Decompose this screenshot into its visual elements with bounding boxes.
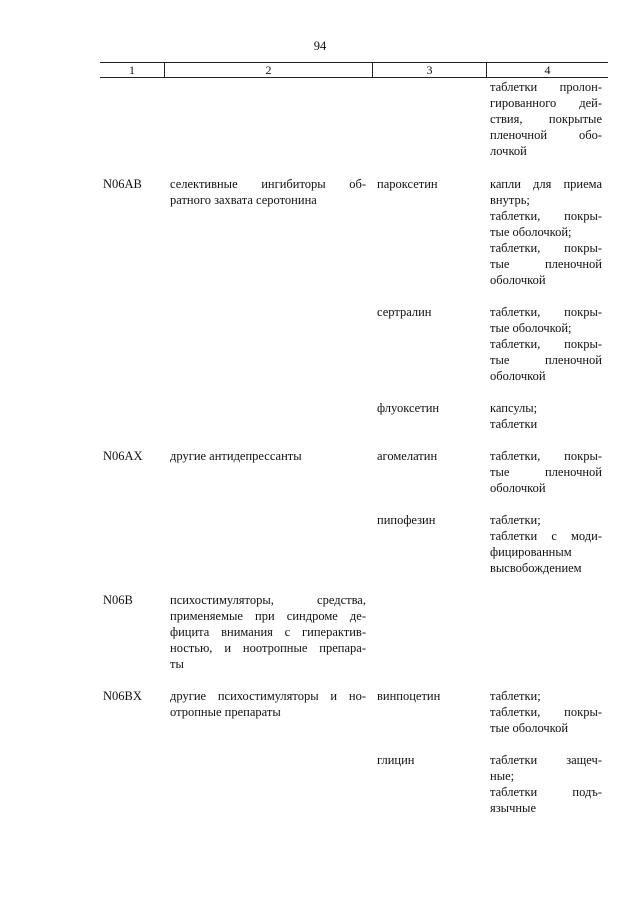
group-line: другие психостимуляторы и но-: [170, 689, 366, 703]
drug-name: винпоцетин: [377, 689, 441, 703]
dosage-form-line: тые пленочной: [490, 353, 602, 367]
dosage-form-line: таблетки;: [490, 513, 541, 527]
dosage-form-line: тые оболочкой;: [490, 225, 572, 239]
dosage-form-line: лочкой: [490, 144, 527, 158]
drug-name: флуоксетин: [377, 401, 440, 415]
dosage-form-line: таблетки, покры-: [490, 337, 602, 351]
atc-group-name: [170, 592, 366, 672]
dosage-form-line: внутрь;: [490, 193, 530, 207]
group-line: селективные ингибиторы об-: [170, 177, 366, 191]
dosage-form-line: таблетки подъ-: [490, 785, 602, 799]
drug-name: пипофезин: [377, 513, 436, 527]
group-line: применяемые при синдроме де-: [170, 609, 366, 623]
page-number: 94: [313, 39, 327, 53]
dosage-forms: [490, 176, 602, 288]
dosage-form-line: капсулы;: [490, 401, 538, 415]
dosage-form-line: таблетки, покры-: [490, 241, 602, 255]
dosage-form-line: тые пленочной: [490, 257, 602, 271]
dosage-form-line: таблетки, покры-: [490, 449, 602, 463]
table-header: [100, 62, 608, 78]
dosage-form-line: тые оболочкой;: [490, 321, 572, 335]
drug-name: сертралин: [377, 305, 432, 319]
dosage-form-line: язычные: [490, 801, 537, 815]
header-col-1: 1: [129, 63, 135, 77]
atc-code: N06B: [103, 593, 133, 607]
group-line: другие антидепрессанты: [170, 449, 302, 463]
dosage-form-line: таблетки, покры-: [490, 305, 602, 319]
drug-name: пароксетин: [377, 177, 438, 191]
atc-code: N06BX: [103, 689, 142, 703]
atc-code: N06AB: [103, 177, 142, 191]
dosage-form-line: оболочкой: [490, 273, 546, 287]
group-line: отропные препараты: [170, 705, 281, 719]
group-line: психостимуляторы, средства,: [170, 593, 366, 607]
dosage-form-line: таблетки с моди-: [490, 529, 602, 543]
atc-code: N06AX: [103, 449, 143, 463]
atc-group-name: [170, 688, 366, 720]
dosage-form-line: пленочной обо-: [490, 128, 602, 142]
header-col-4: 4: [544, 63, 551, 77]
dosage-form-line: гированного дей-: [490, 96, 602, 110]
dosage-forms: [490, 304, 602, 384]
dosage-form-line: тые оболочкой: [490, 721, 569, 735]
drug-name: глицин: [377, 753, 415, 767]
dosage-form-line: фицированным: [490, 545, 572, 559]
dosage-form-line: ствия, покрытые: [490, 112, 602, 126]
dosage-form-line: таблетки пролон-: [490, 80, 602, 94]
group-line: ратного захвата серотонина: [170, 193, 317, 207]
dosage-form-line: капли для приема: [490, 177, 602, 191]
dosage-form-line: тые пленочной: [490, 465, 602, 479]
dosage-form-line: таблетки: [490, 417, 538, 431]
dosage-form-line: оболочкой: [490, 369, 546, 383]
group-line: ты: [170, 657, 184, 671]
dosage-form-line: оболочкой: [490, 481, 546, 495]
atc-group-name: [170, 448, 366, 464]
group-line: фицита внимания с гиперактив-: [170, 625, 366, 639]
dosage-forms: [490, 448, 602, 496]
dosage-form-line: высвобождением: [490, 561, 582, 575]
dosage-forms: [490, 512, 602, 576]
dosage-form-line: таблетки, покры-: [490, 705, 602, 719]
header-col-2: 2: [265, 63, 272, 77]
atc-group-name: [170, 176, 366, 208]
dosage-forms: [490, 752, 602, 816]
group-line: ностью, и ноотропные препара-: [170, 641, 366, 655]
dosage-form-line: таблетки защеч-: [490, 753, 602, 767]
dosage-forms: [490, 688, 602, 736]
dosage-forms: [490, 400, 602, 432]
dosage-form-line: таблетки;: [490, 689, 541, 703]
dosage-form-line: ные;: [490, 769, 515, 783]
header-col-3: 3: [426, 63, 433, 77]
drug-name: агомелатин: [377, 449, 438, 463]
dosage-forms: [490, 79, 602, 159]
dosage-form-line: таблетки, покры-: [490, 209, 602, 223]
